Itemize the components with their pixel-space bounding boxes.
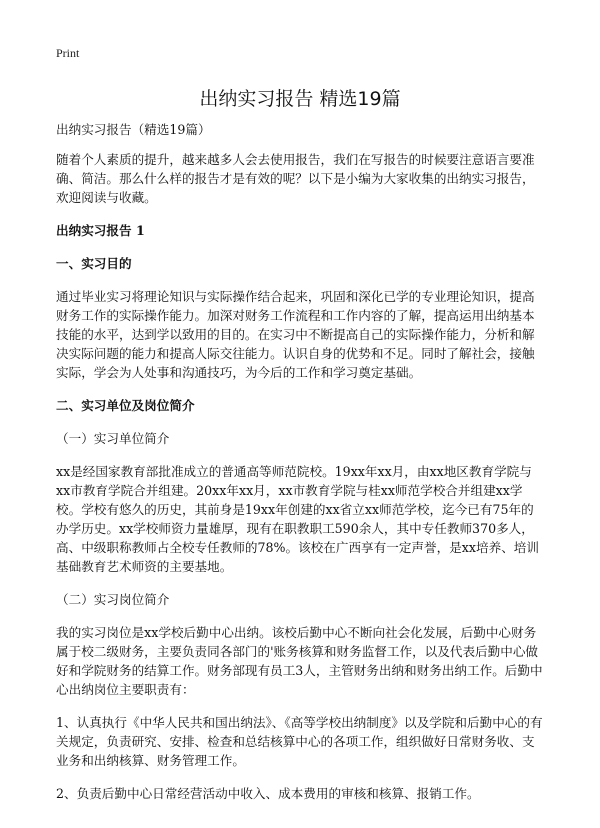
document-body bbox=[56, 120, 546, 817]
subsection-1-paragraph: xx是经国家教育部批准成立的普通高等师范院校。19xx年xx月，由xx地区教育学院与xx市教育学院合并组建。20xx年xx月，xx市教育学院与桂xx师范学校合并组建xx学校。学校有悠久的历史，其前身是19xx年创建的xx省立xx师范学校，迄今已有75年的办学历史。xx学校师资力量雄厚，现有在职教职工590余人，其中专任教师370多人，高、中级职称教师占全校专任教师的78%。该校在广西享有一定声誉，是xx培养、培训基础教育艺术师资的主要基地。 bbox=[56, 464, 539, 574]
section-1-paragraph: 通过毕业实习将理论知识与实际操作结合起来，巩固和深化已学的专业理论知识，提高财务工作的实际操作能力。加深对财务工作流程和工作内容的了解，提高运用出纳基本技能的水平，达到学以致用的目的。在实习中不断提高自己的实际操作能力，分析和解决实际问题的能力和提高人际交往能力。认识自身的优势和不足。同时了解社会，接触实际，学会为人处事和沟通技巧，为今后的工作和学习奠定基础。 bbox=[56, 289, 535, 380]
report-heading: 出纳实习报告 1 bbox=[56, 223, 145, 238]
subsection-1-heading: （一）实习单位简介 bbox=[56, 431, 170, 446]
print-label: Print bbox=[56, 46, 80, 60]
duty-item-1: 1、认真执行《中华人民共和国出纳法》、《高等学校出纳制度》以及学院和后勤中心的有关规定，负责研究、安排、检查和总结核算中心的各项工作，组织做好日常财务收、支业务和出纳核算、财务管理工作。 bbox=[56, 715, 543, 768]
subsection-2-heading: （二）实习岗位简介 bbox=[56, 592, 170, 607]
document-title: 出纳实习报告 精选19篇 bbox=[199, 88, 401, 110]
intro-paragraph: 随着个人素质的提升，越来越多人会去使用报告，我们在写报告的时候要注意语言要准确、简洁。那么什么样的报告才是有效的呢？以下是小编为大家收集的出纳实习报告，欢迎阅读与收藏。 bbox=[56, 152, 535, 205]
subsection-2-paragraph: 我的实习岗位是xx学校后勤中心出纳。该校后勤中心不断向社会化发展，后勤中心财务属于校二级财务，主要负责同各部门的'账务核算和财务监督工作，以及代表后勤中心做好和学院财务的结算工作。财务部现有员工3人，主管财务出纳和财务出纳工作。后勤中心出纳岗位主要职责有： bbox=[56, 625, 543, 697]
section-2-heading: 二、实习单位及岗位简介 bbox=[56, 398, 195, 413]
duty-item-2: 2、负责后勤中心日常经营活动中收入、成本费用的审核和核算、报销工作。 bbox=[56, 786, 480, 801]
section-1-heading: 一、实习目的 bbox=[56, 256, 132, 271]
document-subtitle: 出纳实习报告（精选19篇） bbox=[56, 122, 211, 137]
